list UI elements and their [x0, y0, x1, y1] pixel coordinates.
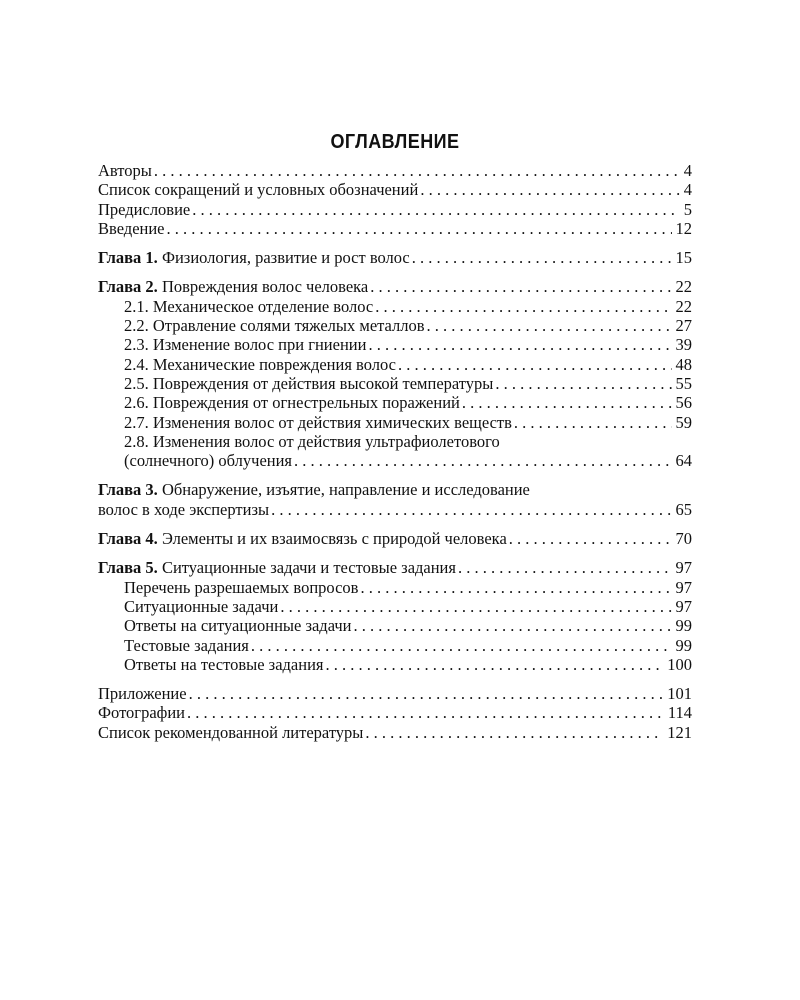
toc-page-number: 99: [675, 635, 692, 655]
dot-leader: [167, 219, 672, 238]
dot-leader: [514, 413, 672, 432]
toc-entry-tests[interactable]: [98, 636, 692, 655]
dot-leader: [368, 335, 671, 354]
toc-page-number: 97: [675, 558, 692, 578]
toc-entry-label: 2.3. Изменение волос при гниении: [124, 335, 367, 355]
toc-entry-introduction[interactable]: [98, 219, 692, 238]
toc-entry-label: Перечень разрешаемых вопросов: [124, 577, 359, 597]
toc-entry-task-answers[interactable]: [98, 616, 692, 635]
toc-page-number: 39: [675, 335, 692, 355]
toc-entry-label-line: [98, 480, 692, 499]
section-gap: [98, 470, 692, 480]
toc-entry-label: Предисловие: [98, 199, 191, 219]
toc-entry-section-2-4[interactable]: [98, 355, 692, 374]
toc-page-number: 100: [667, 654, 692, 674]
toc-entry-situational-tasks[interactable]: [98, 597, 692, 616]
toc-page-number: 101: [667, 684, 692, 704]
toc-page-number: 97: [675, 577, 692, 597]
toc-entry-label: [98, 529, 507, 548]
toc-page-number: 114: [667, 703, 692, 723]
toc-page-number: 5: [683, 199, 692, 219]
toc-entry-label: Авторы: [98, 161, 152, 180]
chapter-title: Обнаружение, изъятие, направление и исследование: [161, 480, 530, 500]
section-gap: [98, 519, 692, 529]
toc-entry-label: Список рекомендованной литературы: [98, 722, 364, 742]
section-gap: [98, 548, 692, 558]
toc-entry-section-2-1[interactable]: [98, 297, 692, 316]
toc-entry-label: Фотографии: [98, 703, 186, 723]
toc-entry-appendix[interactable]: [98, 684, 692, 703]
chapter-title: Повреждения волос человека: [161, 277, 369, 297]
dot-leader: [509, 529, 672, 548]
toc-entry-label-line: волос в ходе экспертизы: [98, 499, 270, 519]
toc-entry-label: Ситуационные задачи: [124, 596, 279, 616]
dot-leader: [458, 558, 672, 577]
toc-entry-label: Приложение: [98, 684, 187, 704]
toc-entry-chapter-5[interactable]: [98, 558, 692, 577]
section-gap: [98, 674, 692, 684]
toc-entry-label: Тестовые задания: [124, 635, 249, 655]
chapter-number: Глава 4.: [98, 529, 158, 549]
chapter-title: Физиология, развитие и рост волос: [161, 248, 410, 268]
toc-entry-label: 2.1. Механическое отделение волос: [124, 296, 374, 316]
dot-leader: [187, 703, 664, 722]
toc-entry-section-2-8[interactable]: [98, 432, 692, 471]
toc-page-number: 4: [683, 180, 692, 200]
toc-entry-photos[interactable]: [98, 703, 692, 722]
toc-entry-label-line: (солнечного) облучения: [124, 451, 293, 471]
chapter-number: Глава 5.: [98, 558, 158, 578]
toc-page-number: 22: [675, 296, 692, 316]
dot-leader: [192, 200, 680, 219]
toc-entry-chapter-4[interactable]: [98, 529, 692, 548]
toc-entry-label: Ответы на тестовые задания: [124, 654, 324, 674]
toc-entry-label: [98, 558, 456, 577]
toc-entry-chapter-1[interactable]: [98, 248, 692, 267]
toc-page-number: 22: [675, 277, 692, 297]
toc-page-number: 65: [675, 499, 692, 519]
toc-page-number: 48: [675, 354, 692, 374]
toc-entry-test-answers[interactable]: [98, 655, 692, 674]
toc-page-number: 97: [675, 596, 692, 616]
toc-entry-label: 2.2. Отравление солями тяжелых металлов: [124, 316, 425, 336]
toc-page-number: 12: [675, 218, 692, 238]
chapter-title: Элементы и их взаимосвязь с природой человека: [161, 529, 507, 549]
toc-page-number: 99: [675, 616, 692, 636]
toc-page-number: 27: [675, 316, 692, 336]
dot-leader: [353, 616, 671, 635]
toc-entry-section-2-2[interactable]: [98, 316, 692, 335]
toc-entry-label: 2.6. Повреждения от огнестрельных поражений: [124, 393, 460, 413]
dot-leader: [412, 248, 672, 267]
dot-leader: [398, 355, 672, 374]
dot-leader: [294, 451, 671, 470]
dot-leader: [495, 374, 671, 393]
chapter-number: Глава 2.: [98, 277, 158, 297]
toc-entry-section-2-3[interactable]: [98, 335, 692, 354]
toc-entry-abbreviations[interactable]: [98, 180, 692, 199]
toc-entry-questions[interactable]: [98, 578, 692, 597]
toc-page-number: 64: [675, 451, 692, 471]
toc-entry-label: 2.4. Механические повреждения волос: [124, 354, 396, 374]
section-gap: [98, 238, 692, 248]
chapter-title: Ситуационные задачи и тестовые задания: [161, 558, 456, 578]
toc-page-number: 4: [683, 161, 692, 180]
dot-leader: [427, 316, 672, 335]
dot-leader: [154, 161, 680, 180]
toc-page-number: 15: [675, 248, 692, 268]
chapter-number: Глава 1.: [98, 248, 158, 268]
toc-entry-label: Список сокращений и условных обозначений: [98, 180, 419, 200]
dot-leader: [370, 277, 671, 296]
dot-leader: [462, 393, 672, 412]
toc-entry-literature[interactable]: [98, 723, 692, 742]
toc-list: [98, 161, 692, 742]
toc-page-number: 59: [675, 412, 692, 432]
toc-entry-label-line: 2.8. Изменения волос от действия ультрафиолетового: [124, 431, 500, 451]
toc-entry-label: [98, 248, 410, 267]
section-gap: [98, 267, 692, 277]
dot-leader: [420, 180, 679, 199]
dot-leader: [375, 297, 671, 316]
dot-leader: [271, 500, 671, 519]
toc-entry-preface[interactable]: [98, 200, 692, 219]
toc-entry-chapter-2[interactable]: [98, 277, 692, 296]
toc-entry-label: [98, 277, 368, 296]
toc-page-number: 56: [675, 393, 692, 413]
toc-entry-label: 2.7. Изменения волос от действия химических веществ: [124, 412, 512, 432]
chapter-number: Глава 3.: [98, 480, 158, 500]
toc-page-number: 55: [675, 373, 692, 393]
dot-leader: [326, 655, 664, 674]
dot-leader: [189, 684, 664, 703]
toc-entry-authors[interactable]: [98, 161, 692, 180]
toc-entry-section-2-6[interactable]: [98, 393, 692, 412]
toc-entry-chapter-3[interactable]: [98, 480, 692, 519]
page-title: ОГЛАВЛЕНИЕ: [330, 131, 460, 153]
toc-page: [98, 128, 692, 742]
toc-entry-label: Ответы на ситуационные задачи: [124, 616, 352, 636]
dot-leader: [251, 636, 672, 655]
toc-entry-label: Введение: [98, 218, 165, 238]
toc-entry-section-2-7[interactable]: [98, 413, 692, 432]
toc-page-number: 121: [667, 722, 692, 742]
toc-entry-label: 2.5. Повреждения от действия высокой температуры: [124, 373, 494, 393]
toc-page-number: 70: [675, 529, 692, 549]
dot-leader: [280, 597, 671, 616]
dot-leader: [365, 723, 663, 742]
dot-leader: [360, 578, 671, 597]
toc-entry-section-2-5[interactable]: [98, 374, 692, 393]
